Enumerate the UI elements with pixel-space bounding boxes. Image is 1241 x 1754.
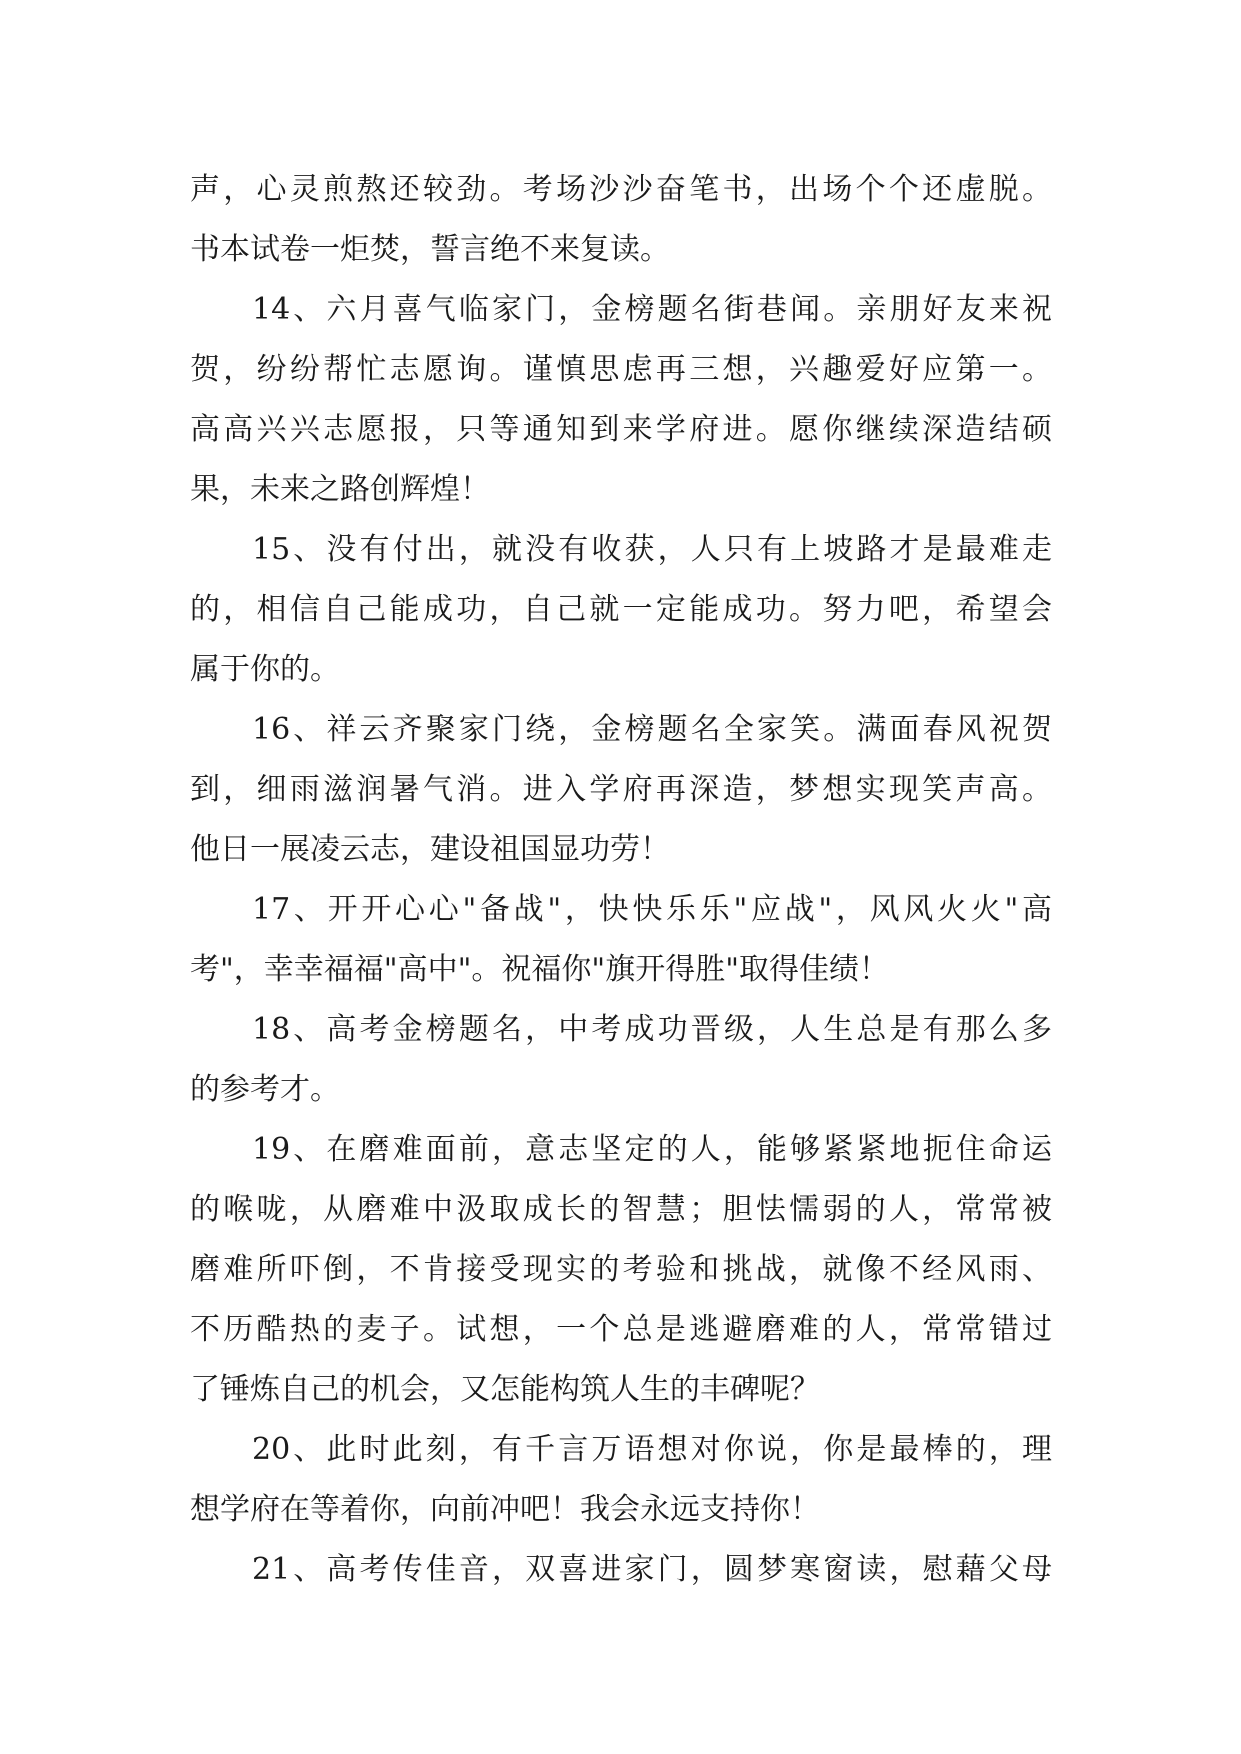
- text-line: 属于你的。: [190, 652, 340, 687]
- text-line: 的，相信自己能成功，自己就一定能成功。努力吧，希望会: [190, 592, 1052, 627]
- text-line: 想学府在等着你，向前冲吧！我会永远支持你！: [190, 1492, 820, 1527]
- paragraph-first-line: 21、高考传佳音，双喜进家门，圆梦寒窗读，慰藉父母: [252, 1552, 1052, 1587]
- document-body: [190, 160, 1052, 1600]
- text-line: 他日一展凌云志，建设祖国显功劳！: [190, 832, 670, 867]
- text-line: 考"，幸幸福福"高中"。祝福你"旗开得胜"取得佳绩！: [190, 952, 889, 987]
- paragraph-first-line: 15、没有付出，就没有收获，人只有上坡路才是最难走: [252, 532, 1052, 567]
- text-line: 了锤炼自己的机会，又怎能构筑人生的丰碑呢？: [190, 1372, 820, 1407]
- paragraph-first-line: 17、开开心心"备战"，快快乐乐"应战"，风风火火"高: [252, 892, 1052, 927]
- paragraph-first-line: 19、在磨难面前，意志坚定的人，能够紧紧地扼住命运: [252, 1132, 1052, 1167]
- text-line: 的喉咙，从磨难中汲取成长的智慧；胆怯懦弱的人，常常被: [190, 1192, 1052, 1227]
- paragraph-first-line: 18、高考金榜题名，中考成功晋级，人生总是有那么多: [252, 1012, 1052, 1047]
- text-line: 磨难所吓倒，不肯接受现实的考验和挑战，就像不经风雨、: [190, 1252, 1052, 1287]
- paragraph-first-line: 14、六月喜气临家门，金榜题名街巷闻。亲朋好友来祝: [252, 292, 1052, 327]
- text-line: 书本试卷一炬焚，誓言绝不来复读。: [190, 232, 670, 267]
- paragraph-first-line: 20、此时此刻，有千言万语想对你说，你是最棒的，理: [252, 1432, 1052, 1467]
- text-line: 声，心灵煎熬还较劲。考场沙沙奋笔书，出场个个还虚脱。: [190, 172, 1052, 207]
- text-line: 到，细雨滋润暑气消。进入学府再深造，梦想实现笑声高。: [190, 772, 1052, 807]
- text-line: 的参考才。: [190, 1072, 340, 1107]
- text-line: 高高兴兴志愿报，只等通知到来学府进。愿你继续深造结硕: [190, 412, 1052, 447]
- text-line: 不历酷热的麦子。试想，一个总是逃避磨难的人，常常错过: [190, 1312, 1052, 1347]
- paragraph-first-line: 16、祥云齐聚家门绕，金榜题名全家笑。满面春风祝贺: [252, 712, 1052, 747]
- text-line: 贺，纷纷帮忙志愿询。谨慎思虑再三想，兴趣爱好应第一。: [190, 352, 1052, 387]
- text-line: 果，未来之路创辉煌！: [190, 472, 490, 507]
